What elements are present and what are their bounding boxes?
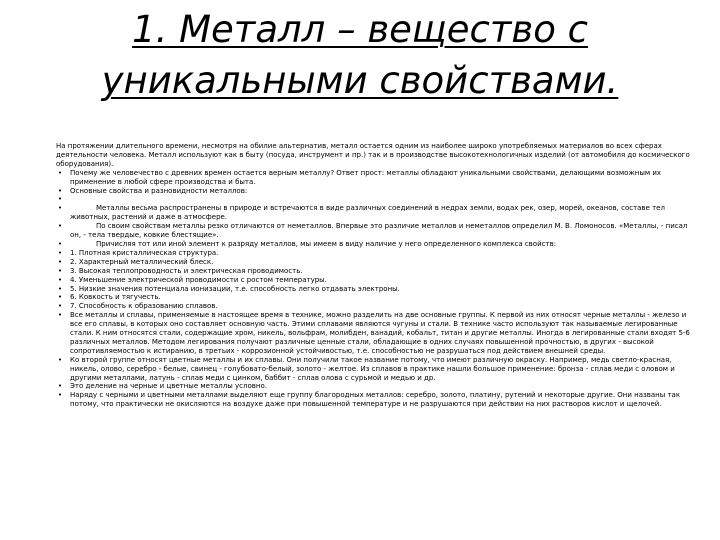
list-item: • По своим свойствам металлы резко отличаются от неметаллов. Впервые это различие металлов и неметаллов определил М. В. Ломоносов. «Металлы, - писал он, - тела твердые, ковкие блестящие».: [58, 222, 688, 240]
property-item: • 2. Характерный металлический блеск.: [58, 257, 214, 266]
bullet-icon: •: [58, 382, 63, 391]
bullet-icon: •: [58, 186, 63, 195]
bullet-icon: •: [58, 204, 63, 213]
bullet-icon: •: [58, 355, 63, 364]
list-item: • Металлы весьма распространены в природе и встречаются в виде различных соединений в недрах земли, водах рек, озер, морей, океанов, составе тел животных, растений и даже в атмосфере.: [58, 204, 665, 222]
bullet-icon: •: [58, 302, 63, 311]
list-item: • Основные свойства и разновидности металлов:: [58, 186, 248, 195]
property-item: • 1. Плотная кристаллическая структура.: [58, 248, 219, 257]
bullet-icon: •: [58, 239, 63, 248]
bullet-icon: •: [58, 266, 63, 275]
property-item: • 7. Способность к образованию сплавов.: [58, 302, 218, 311]
bullet-icon: •: [58, 248, 63, 257]
property-item: • 4. Уменьшение электрической проводимости с ростом температуры.: [58, 275, 327, 284]
bullet-icon: •: [58, 275, 63, 284]
bullet-icon: •: [58, 257, 63, 266]
bullet-icon: •: [58, 391, 63, 400]
bullet-icon: •: [58, 311, 63, 320]
property-item: • 6. Ковкость и тягучесть.: [58, 293, 161, 302]
bullet-icon: •: [58, 195, 63, 204]
bullet-icon: •: [58, 284, 63, 293]
property-item: • 5. Низкие значения потенциала ионизации, т.е. способность легко отдавать электроны.: [58, 284, 400, 293]
intro-paragraph: На протяжении длительного времени, несмотря на обилие альтернатив, металл остается одним из наиболее широко употребляемых материалов во всех сферах деятельности человека. Металл используют как в быту (посуда, инструмент и пр.) так и в производстве высокотехнологичных изделий (от автомобиля до космического оборудования).: [56, 142, 690, 168]
list-item: • Все металлы и сплавы, применяемые в настоящее время в технике, можно разделить на две основные группы. К первой из них относят черные металлы - железо и все его сплавы, в которых оно составляет основную часть. Этими сплавами являются чугуны и стали. В технике часто используют так называемые легированные стали. К ним относятся стали, содержащие хром, никель, вольфрам, молибден, ванадий, кобальт, титан и другие металлы. Иногда в легированные стали входят 5-6 различных металлов. Методом легирования получают различные ценные стали, обладающие в одних случаях повышенной прочностью, в других - высокой сопротивляемостью к истиранию, в третьих - коррозионной устойчивостью, т.е. способностью не разрушаться под действием внешней среды.: [58, 311, 690, 355]
bullet-icon: •: [58, 222, 63, 231]
title-line-2: уникальными свойствами.: [101, 59, 619, 102]
list-item: • Это деление на черные и цветные металлы условно.: [58, 382, 267, 391]
list-item: • Ко второй группе относят цветные металлы и их сплавы. Они получили такое название потому, что имеют различную окраску. Например, медь светло-красная, никель, олово, серебро - белые, свинец - голубовато-белый, золото - желтое. Из сплавов в практике нашли большое применение: бронза - сплав меди с оловом и другими металлами, латунь - сплав меди с цинком, баббит - сплав олова с сурьмой и медью и др.: [58, 355, 675, 382]
list-item: [56, 195, 700, 204]
list-item: • Почему же человечество с древних времен остается верным металлу? Ответ прост: металлы обладают уникальными свойствами, делающими возможным их применение в любой сфере производства и быта.: [58, 168, 662, 186]
slide-title: [40, 4, 680, 106]
list-item: • Наряду с черными и цветными металлами выделяют еще группу благородных металлов: серебро, золото, платину, рутений и некоторые другие. Они названы так потому, что практически не окисляются на воздухе даже при повышенной температуре и не разрушаются при действии на них растворов кислот и щелочей.: [58, 391, 681, 409]
list-item: • Причисляя тот или иной элемент к разряду металлов, мы имеем в виду наличие у него определенного комплекса свойств:: [58, 239, 557, 248]
bullet-icon: •: [58, 168, 63, 177]
slide-body: [56, 142, 700, 409]
title-line-1: 1. Металл – вещество с: [132, 8, 588, 51]
property-item: • 3. Высокая теплопроводность и электрическая проводимость.: [58, 266, 303, 275]
bullet-icon: •: [58, 293, 63, 302]
